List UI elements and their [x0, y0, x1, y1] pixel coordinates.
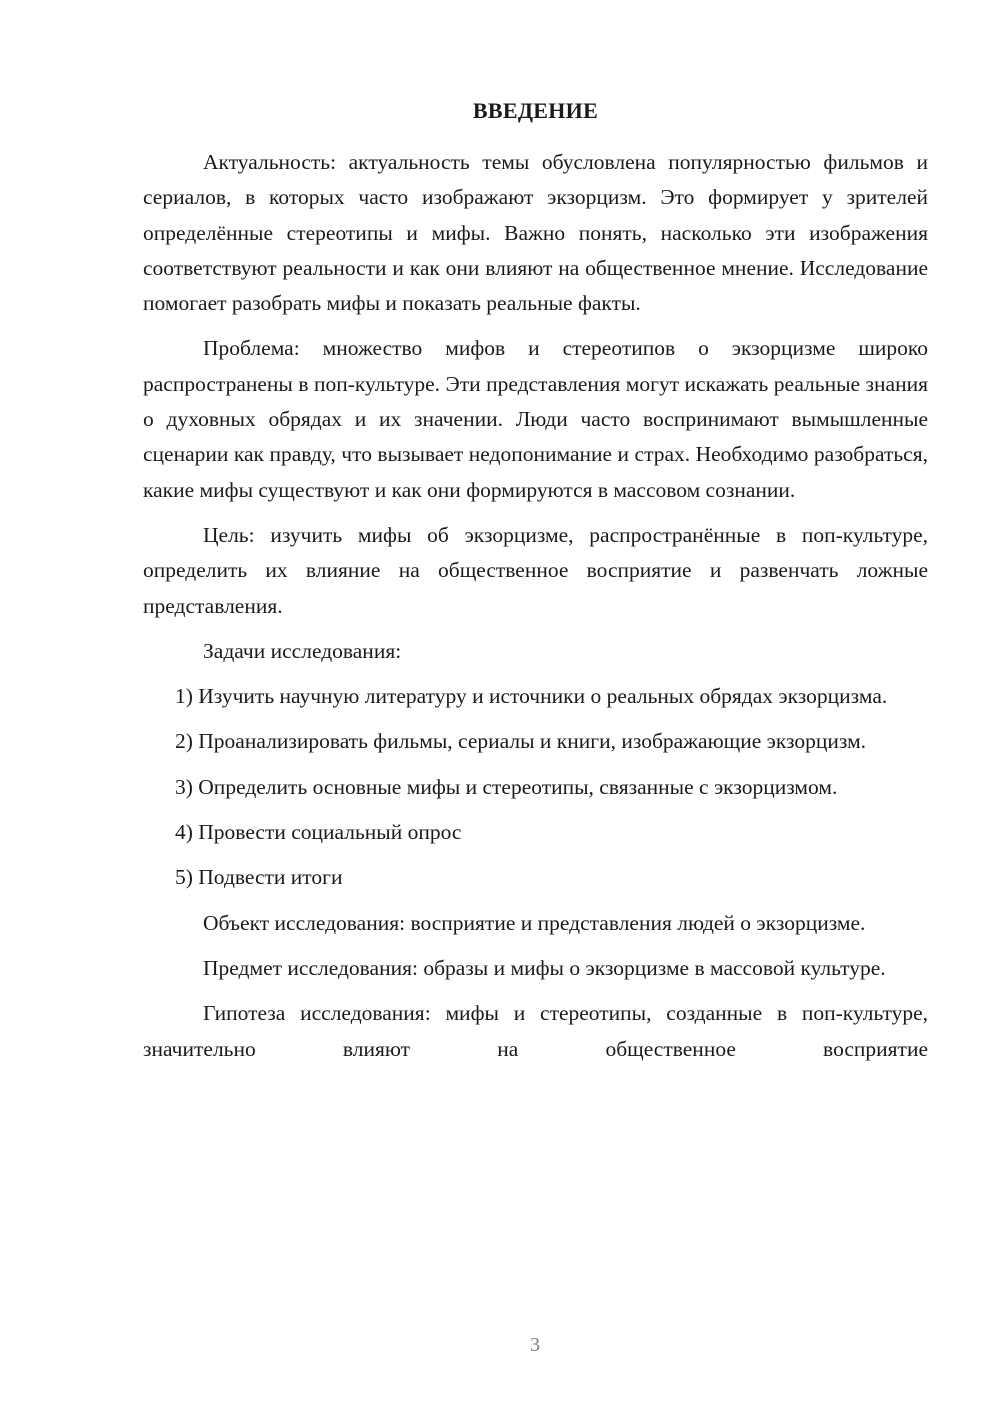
paragraph-subject: Предмет исследования: образы и мифы о экзорцизме в массовой культуре.	[203, 955, 886, 980]
page-number: 3	[530, 1334, 540, 1356]
task-item: 3) Определить основные мифы и стереотипы, связанные с экзорцизмом.	[175, 774, 838, 799]
paragraph-goal: Цель: изучить мифы об экзорцизме, распространённые в поп-культуре, определить их влияние на общественное восприятие и развенчать ложные представления.	[143, 522, 928, 618]
paragraph-problem: Проблема: множество мифов и стереотипов о экзорцизме широко распространены в поп-культуре. Эти представления могут искажать реальные знания о духовных обрядах и их значении. Люди часто воспринимают вымышленные сценарии как правду, что вызывает недопонимание и страх. Необходимо разобраться, какие мифы существуют и как они формируются в массовом сознании.	[143, 336, 928, 502]
paragraph-object: Объект исследования: восприятие и представления людей о экзорцизме.	[203, 910, 866, 935]
task-item: 2) Проанализировать фильмы, сериалы и книги, изображающие экзорцизм.	[175, 729, 867, 754]
document-body	[143, 145, 928, 1077]
task-item: 4) Провести социальный опрос	[175, 820, 462, 845]
paragraph-relevance: Актуальность: актуальность темы обусловлена популярностью фильмов и сериалов, в которых часто изображают экзорцизм. Это формирует у зрителей определённые стереотипы и мифы. Важно понять, насколько эти изображения соответствуют реальности и как они влияют на общественное мнение. Исследование помогает разобрать мифы и показать реальные факты.	[143, 150, 928, 316]
paragraph-tasks-heading: Задачи исследования:	[203, 638, 402, 663]
task-item: 5) Подвести итоги	[175, 865, 343, 890]
paragraph-hypothesis: Гипотеза исследования: мифы и стереотипы, созданные в поп-культуре, значительно влияют на общественное восприятие	[143, 1001, 928, 1061]
section-title: ВВЕДЕНИЕ	[472, 98, 599, 123]
task-item: 1) Изучить научную литературу и источники о реальных обрядах экзорцизма.	[175, 684, 888, 709]
